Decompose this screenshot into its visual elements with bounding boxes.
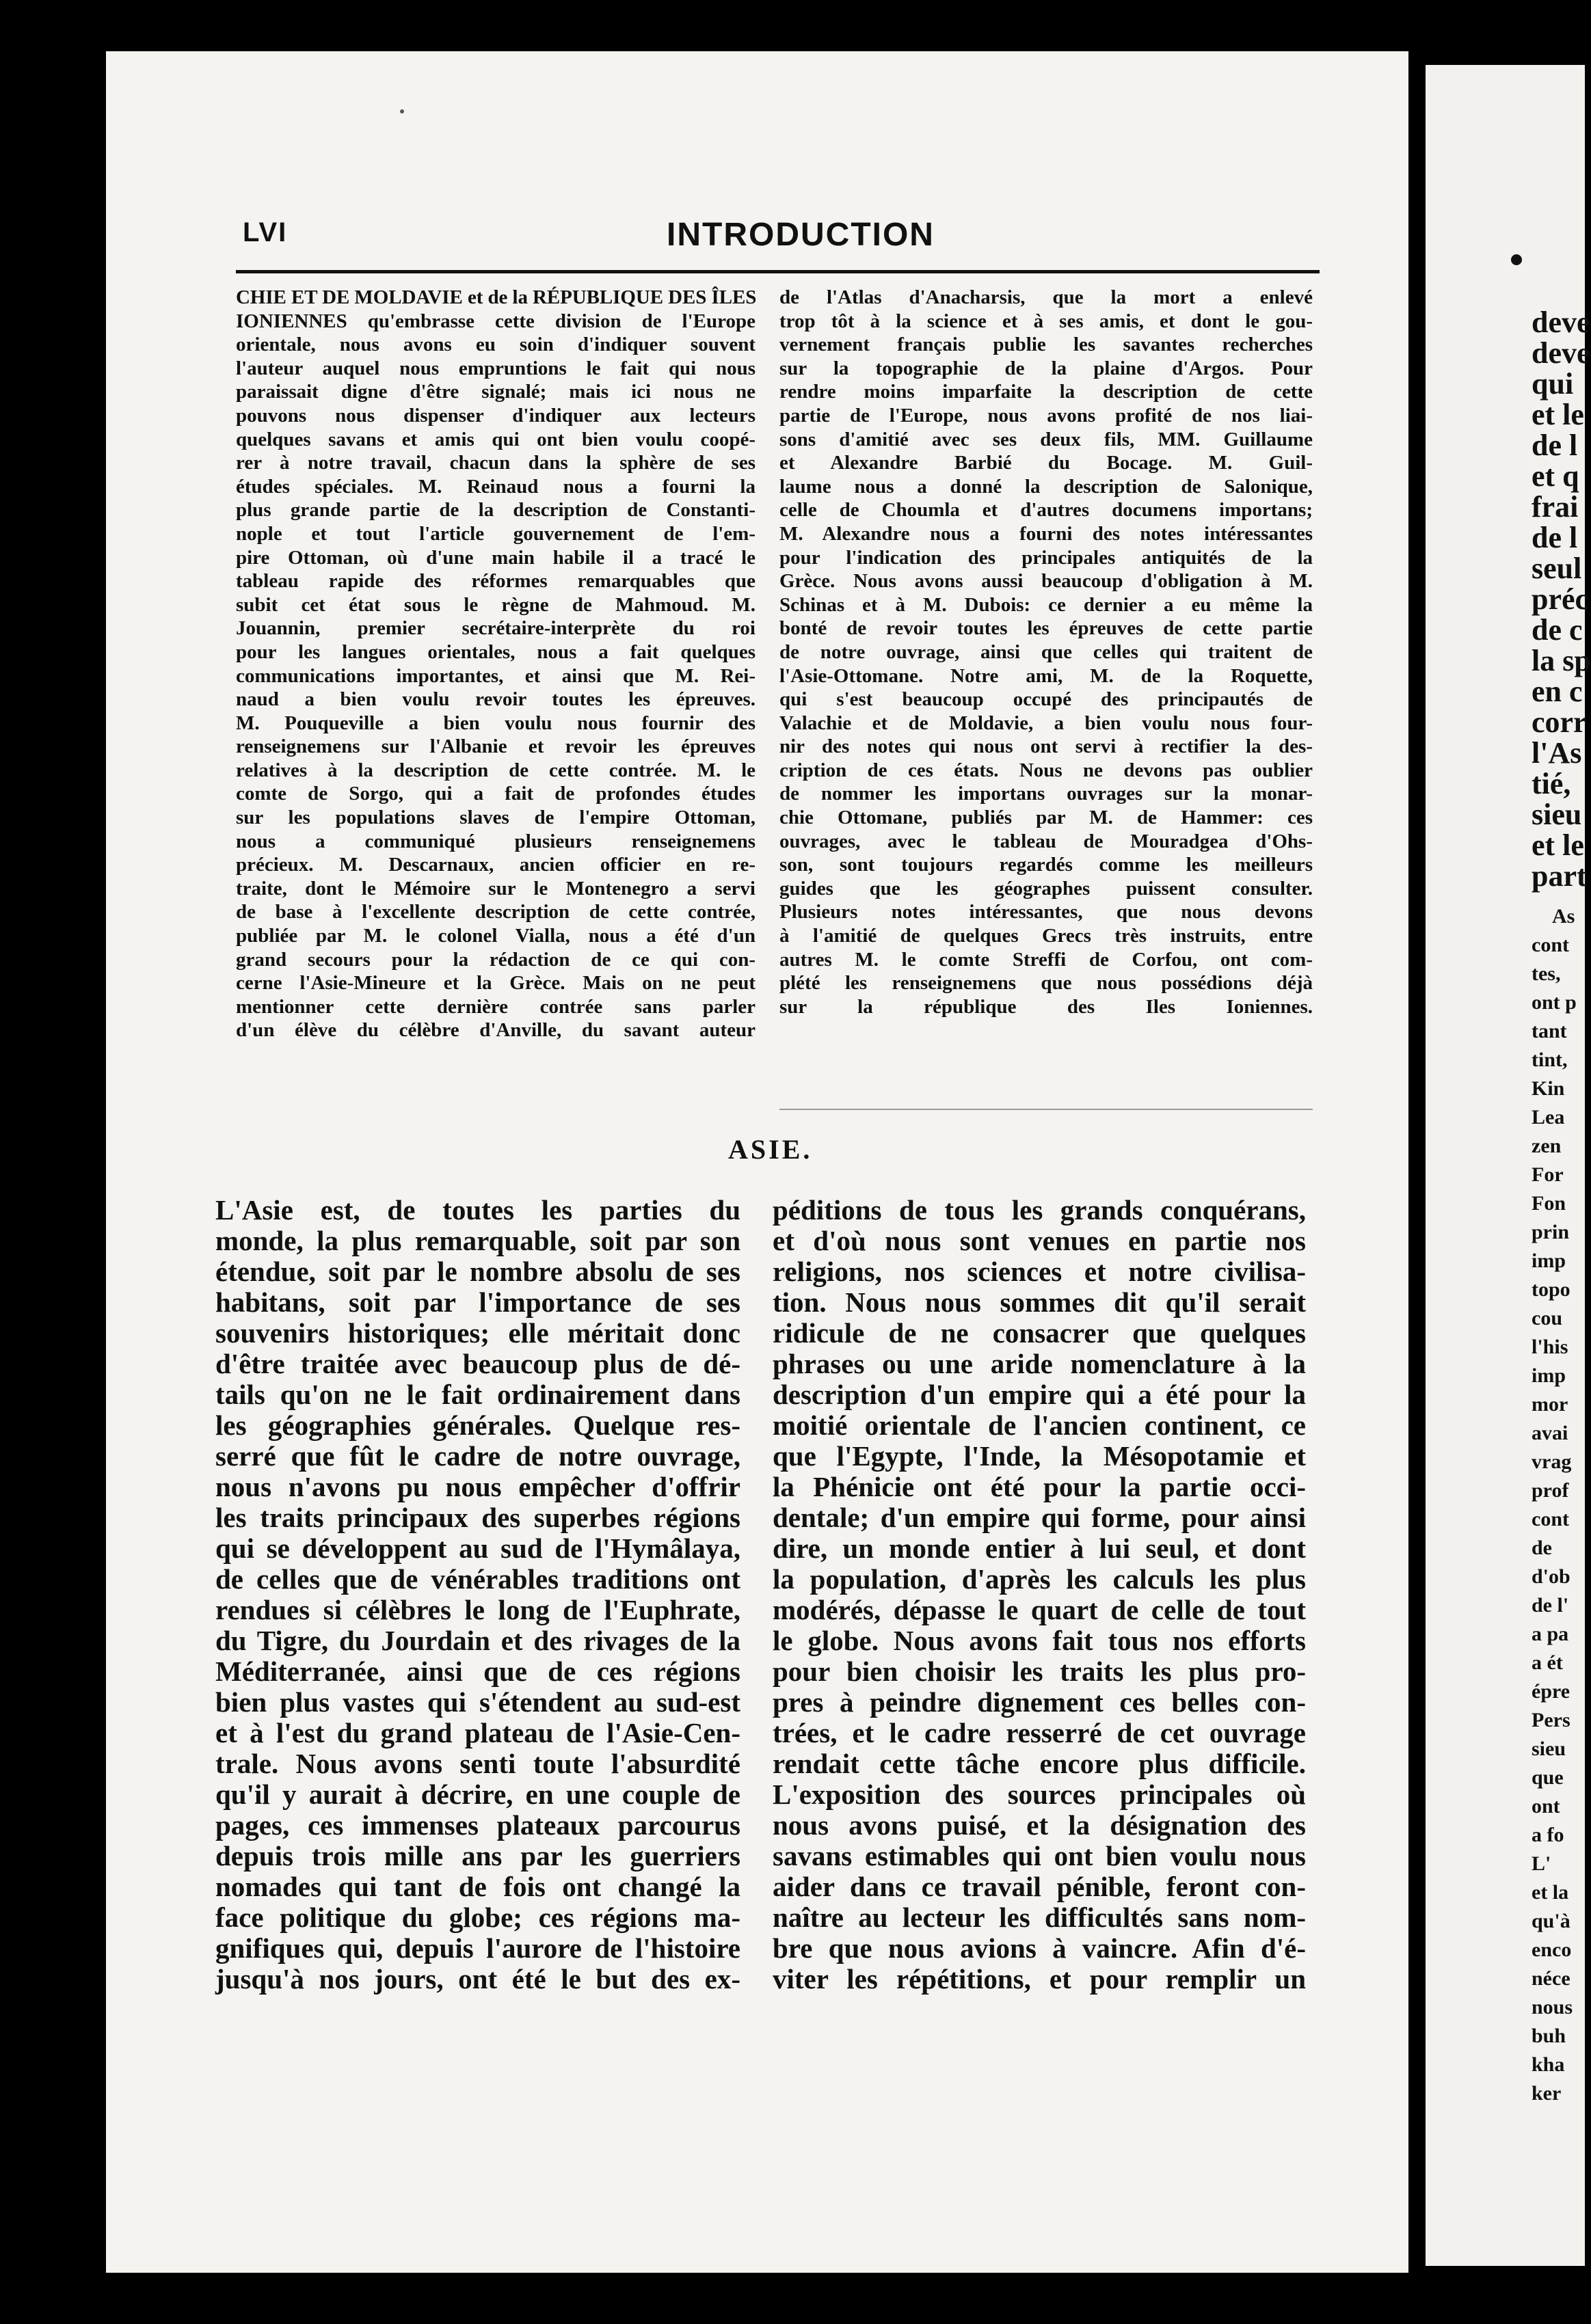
facing-page-fragment: préc bbox=[1532, 582, 1589, 616]
facing-page-fragment: de l bbox=[1532, 521, 1578, 554]
facing-page-fragment: cont bbox=[1532, 934, 1569, 956]
text-line: chie Ottomane, publiés par M. de Hammer: ces bbox=[779, 807, 1313, 829]
text-line: tails qu'on ne le fait ordinairement dans bbox=[215, 1379, 740, 1410]
facing-page-fragment: l'his bbox=[1532, 1336, 1568, 1358]
text-line: jusqu'à nos jours, ont été le but des ex- bbox=[215, 1963, 740, 1995]
text-line: sur la topographie de la plaine d'Argos. Pour bbox=[779, 357, 1313, 379]
text-line: tableau rapide des réformes remarquables que bbox=[236, 570, 756, 593]
text-line: nir des notes qui nous ont servi à rectifier la des- bbox=[779, 735, 1313, 758]
bottom-left-column bbox=[215, 1195, 740, 2015]
text-line: modérés, dépasse le quart de celle de tout bbox=[773, 1594, 1306, 1625]
text-line: sur les populations slaves de l'empire Ottoman, bbox=[236, 807, 756, 829]
text-line: et d'où nous sont venues en partie nos bbox=[773, 1225, 1306, 1256]
text-line: partie de l'Europe, nous avons profité de nos liai- bbox=[779, 404, 1313, 427]
facing-page-fragment: ont p bbox=[1532, 991, 1577, 1014]
text-line: description d'un empire qui a été pour la bbox=[773, 1379, 1306, 1410]
text-line: nous avons puisé, et la désignation des bbox=[773, 1809, 1306, 1841]
text-line: dentale; d'un empire qui forme, pour ainsi bbox=[773, 1502, 1306, 1533]
facing-page-fragment: et la bbox=[1532, 1881, 1569, 1904]
facing-page-fragment: L' bbox=[1532, 1852, 1551, 1875]
text-line: L'Asie est, de toutes les parties du bbox=[215, 1194, 740, 1226]
text-line: phrases ou une aride nomenclature à la bbox=[773, 1348, 1306, 1379]
text-line: CHIE ET DE MOLDAVIE et de la RÉPUBLIQUE DES ÎLES bbox=[236, 286, 757, 308]
text-line: nous a communiqué plusieurs renseignemens bbox=[236, 830, 756, 852]
text-line: depuis trois mille ans par les guerriers bbox=[215, 1840, 740, 1872]
page-speck bbox=[400, 109, 404, 113]
text-line: pour l'indication des principales antiquités de la bbox=[779, 546, 1313, 569]
text-line: la Phénicie ont été pour la partie occi- bbox=[773, 1471, 1306, 1502]
text-line: L'exposition des sources principales où bbox=[773, 1779, 1306, 1810]
facing-page-fragment: avai bbox=[1532, 1422, 1568, 1444]
text-line: ouvrages, avec le tableau de Mouradgea d'Ohs- bbox=[779, 830, 1313, 852]
text-line: dire, un monde entier à lui seul, et dont bbox=[773, 1532, 1306, 1564]
text-line: comte de Sorgo, qui a fait de profondes études bbox=[236, 783, 756, 805]
text-line: Grèce. Nous avons aussi beaucoup d'obligation à M. bbox=[779, 570, 1313, 593]
text-line: IONIENNES qu'embrasse cette division de l'Europe bbox=[236, 310, 756, 332]
text-line: souvenirs historiques; elle méritait donc bbox=[215, 1317, 740, 1349]
facing-page-fragment: de l' bbox=[1532, 1594, 1569, 1617]
facing-page-fragment: ont bbox=[1532, 1795, 1560, 1818]
facing-page-fragment: corr bbox=[1532, 705, 1587, 739]
facing-page-fragment: a ét bbox=[1532, 1651, 1563, 1674]
text-line: de celles que de vénérables traditions ont bbox=[215, 1563, 740, 1595]
text-line: orientale, nous avons eu soin d'indiquer souvent bbox=[236, 334, 756, 356]
facing-page-fragment: tant bbox=[1532, 1020, 1567, 1042]
text-line: les géographies générales. Quelque res- bbox=[215, 1409, 740, 1441]
facing-page-fragment: a fo bbox=[1532, 1824, 1564, 1846]
facing-page-fragment: tes, bbox=[1532, 962, 1561, 985]
facing-page-fragment: a pa bbox=[1532, 1623, 1569, 1645]
facing-page-fragment: que bbox=[1532, 1766, 1564, 1789]
text-line: mentionner cette dernière contrée sans parler bbox=[236, 995, 756, 1018]
text-line: savans estimables qui ont bien voulu nous bbox=[773, 1840, 1306, 1872]
text-line: naud a bien voulu revoir toutes les épreuves. bbox=[236, 688, 756, 711]
text-line: serré que fût le cadre de notre ouvrage, bbox=[215, 1440, 740, 1472]
facing-page-fragment: kha bbox=[1532, 2053, 1565, 2076]
facing-page-fragment: qui bbox=[1532, 367, 1574, 401]
text-line: bre que nous avions à vaincre. Afin d'é- bbox=[773, 1932, 1306, 1964]
text-line: le globe. Nous avons fait tous nos efforts bbox=[773, 1625, 1306, 1656]
text-line: la population, d'après les calculs les plus bbox=[773, 1563, 1306, 1595]
facing-page-fragment: et le bbox=[1532, 398, 1584, 431]
text-line: gnifiques qui, depuis l'aurore de l'histoire bbox=[215, 1932, 740, 1964]
text-line: Méditerranée, ainsi que de ces régions bbox=[215, 1656, 740, 1687]
text-line: de base à l'excellente description de cette contrée, bbox=[236, 901, 756, 923]
text-line: vernement français publie les savantes recherches bbox=[779, 334, 1313, 356]
text-line: autres M. le comte Streffi de Corfou, ont com- bbox=[779, 948, 1313, 971]
text-line: religions, nos sciences et notre civilisa- bbox=[773, 1256, 1306, 1287]
text-line: d'un élève du célèbre d'Anville, du savant auteur bbox=[236, 1019, 756, 1042]
text-line: guides que les géographes puissent consulter. bbox=[779, 877, 1313, 900]
text-line: relatives à la description de cette contrée. M. le bbox=[236, 759, 756, 781]
facing-page-fragment: buh bbox=[1532, 2025, 1566, 2047]
facing-page-fragment: tié, bbox=[1532, 767, 1571, 800]
text-line: laume nous a donné la description de Salonique, bbox=[779, 475, 1313, 498]
text-line: qu'il y aurait à décrire, en une couple de bbox=[215, 1779, 740, 1810]
facing-page-fragment: vrag bbox=[1532, 1450, 1572, 1473]
text-line: du Tigre, du Jourdain et des rivages de la bbox=[215, 1625, 740, 1656]
facing-page-fragment: imp bbox=[1532, 1364, 1566, 1387]
text-line: étendue, soit par le nombre absolu de ses bbox=[215, 1256, 740, 1287]
text-line: pouvons nous dispenser d'indiquer aux lecteurs bbox=[236, 404, 756, 427]
text-line: que l'Egypte, l'Inde, la Mésopotamie et bbox=[773, 1440, 1306, 1472]
facing-page-fragment: l'As bbox=[1532, 736, 1582, 770]
section-title: ASIE. bbox=[728, 1134, 813, 1165]
facing-page-fragment: Kin bbox=[1532, 1077, 1565, 1100]
facing-page-fragment: en c bbox=[1532, 675, 1583, 708]
facing-page-fragment: qu'à bbox=[1532, 1910, 1570, 1932]
facing-page-fragment: d'ob bbox=[1532, 1565, 1570, 1588]
header-rule bbox=[236, 270, 1320, 273]
facing-page-fragment: imp bbox=[1532, 1249, 1566, 1272]
text-line: Jouannin, premier secrétaire-interprète du roi bbox=[236, 617, 756, 640]
text-line: à l'amitié de quelques Grecs très instruits, entre bbox=[779, 925, 1313, 947]
facing-page-fragment: nous bbox=[1532, 1996, 1573, 2018]
text-line: et à l'est du grand plateau de l'Asie-Cen- bbox=[215, 1717, 740, 1748]
text-line: viter les répétitions, et pour remplir un bbox=[773, 1963, 1306, 1995]
text-line: face politique du globe; ces régions ma- bbox=[215, 1902, 740, 1933]
text-line: Plusieurs notes intéressantes, que nous devons bbox=[779, 901, 1313, 923]
text-line: celle de Choumla et d'autres documens importans; bbox=[779, 499, 1313, 522]
text-line: rendre moins imparfaite la description de cette bbox=[779, 381, 1313, 403]
facing-page-fragment: de bbox=[1532, 1537, 1552, 1559]
facing-page-fragment: de l bbox=[1532, 429, 1578, 462]
facing-page-fragment: deve bbox=[1532, 336, 1590, 370]
facing-page-fragment: et q bbox=[1532, 459, 1579, 493]
text-line: études spéciales. M. Reinaud nous a fourni la bbox=[236, 475, 756, 498]
text-line: son, sont toujours regardés comme les meilleurs bbox=[779, 854, 1313, 876]
text-line: habitans, soit par l'importance de ses bbox=[215, 1286, 740, 1318]
text-line: pour bien choisir les traits les plus pro- bbox=[773, 1656, 1306, 1687]
text-line: monde, la plus remarquable, soit par son bbox=[215, 1225, 740, 1256]
top-left-column bbox=[236, 286, 756, 1106]
facing-page-fragment: mor bbox=[1532, 1393, 1568, 1416]
facing-page-fragment: For bbox=[1532, 1163, 1564, 1186]
text-line: publiée par M. le colonel Vialla, nous a été d'un bbox=[236, 925, 756, 947]
facing-page-fragment: zen bbox=[1532, 1135, 1562, 1157]
text-line: naître au lecteur les difficultés sans nom- bbox=[773, 1902, 1306, 1933]
text-line: grand secours pour la rédaction de ce qui con- bbox=[236, 948, 756, 971]
bottom-right-column bbox=[773, 1195, 1306, 2015]
text-line: trop tôt à la science et à ses amis, et dont le gou- bbox=[779, 310, 1313, 332]
text-line: quelques savans et amis qui ont bien voulu coopé- bbox=[236, 428, 756, 450]
text-line: trées, et le cadre resserré de cet ouvrage bbox=[773, 1717, 1306, 1748]
text-line: d'être traitée avec beaucoup plus de dé- bbox=[215, 1348, 740, 1379]
facing-page-fragment: la sp bbox=[1532, 644, 1591, 677]
facing-page-fragment: sieu bbox=[1532, 1738, 1566, 1760]
section-divider-left bbox=[779, 1109, 1313, 1110]
text-line: pres à peindre dignement ces belles con- bbox=[773, 1686, 1306, 1718]
text-line: paraissait digne d'être signalé; mais ici nous ne bbox=[236, 381, 756, 403]
text-line: les traits principaux des superbes régions bbox=[215, 1502, 740, 1533]
facing-page-fragment: ker bbox=[1532, 2082, 1562, 2105]
text-line: renseignemens sur l'Albanie et revoir les épreuves bbox=[236, 735, 756, 758]
text-line: l'auteur auquel nous empruntions le fait qui nous bbox=[236, 357, 756, 379]
facing-page-fragment: cou bbox=[1532, 1307, 1562, 1329]
text-line: ridicule de ne consacrer que quelques bbox=[773, 1317, 1306, 1349]
text-line: et Alexandre Barbié du Bocage. M. Guil- bbox=[779, 452, 1313, 474]
text-line: cription de ces états. Nous ne devons pas oublier bbox=[779, 759, 1313, 781]
text-line: nomades qui tant de fois ont changé la bbox=[215, 1871, 740, 1902]
text-line: de nommer les importans ouvrages sur la monar- bbox=[779, 783, 1313, 805]
text-line: rendues si célèbres le long de l'Euphrate, bbox=[215, 1594, 740, 1625]
text-line: l'Asie-Ottomane. Notre ami, M. de la Roquette, bbox=[779, 664, 1313, 687]
facing-page-fragment: sieu bbox=[1532, 798, 1582, 831]
text-line: qui s'est beaucoup occupé des principautés de bbox=[779, 688, 1313, 711]
text-line: qui se développent au sud de l'Hymâlaya, bbox=[215, 1532, 740, 1564]
facing-page-fragment: topo bbox=[1532, 1278, 1570, 1301]
text-line: précieux. M. Descarnaux, ancien officier en re- bbox=[236, 854, 756, 876]
text-line: traite, dont le Mémoire sur le Montenegro a servi bbox=[236, 877, 756, 900]
facing-page-fragment: Pers bbox=[1532, 1709, 1570, 1731]
top-right-column bbox=[779, 286, 1313, 1106]
text-line: plus grande partie de la description de Constanti- bbox=[236, 499, 756, 522]
text-line: pages, ces immenses plateaux parcourus bbox=[215, 1809, 740, 1841]
facing-page-fragment: Fon bbox=[1532, 1192, 1566, 1215]
text-line: sur la république des Iles Ioniennes. bbox=[779, 995, 1313, 1018]
facing-page-fragment: prin bbox=[1532, 1221, 1570, 1243]
text-line: nous n'avons pu nous empêcher d'offrir bbox=[215, 1471, 740, 1502]
facing-page-fragment: part bbox=[1532, 859, 1587, 893]
text-line: rer à notre travail, chacun dans la sphère de ses bbox=[236, 452, 756, 474]
facing-page-fragment: et le bbox=[1532, 828, 1584, 862]
facing-page-fragment: néce bbox=[1532, 1967, 1570, 1990]
text-line: tion. Nous nous sommes dit qu'il serait bbox=[773, 1286, 1306, 1318]
text-line: bien plus vastes qui s'étendent au sud-est bbox=[215, 1686, 740, 1718]
page-number: LVI bbox=[243, 217, 288, 247]
text-line: péditions de tous les grands conquérans, bbox=[773, 1194, 1306, 1226]
text-line: nople et tout l'article gouvernement de l'em- bbox=[236, 522, 756, 545]
text-line: rendait cette tâche encore plus difficile. bbox=[773, 1748, 1306, 1779]
facing-page-fragment: prof bbox=[1532, 1479, 1569, 1502]
text-line: moitié orientale de l'ancien continent, ce bbox=[773, 1409, 1306, 1441]
facing-page-dot bbox=[1511, 254, 1522, 265]
running-title: INTRODUCTION bbox=[667, 217, 935, 253]
facing-page bbox=[1426, 65, 1591, 2266]
text-line: de l'Atlas d'Anacharsis, que la mort a enlevé bbox=[779, 286, 1313, 308]
text-line: plété les renseignemens que nous possédions déjà bbox=[779, 972, 1313, 995]
text-line: cerne l'Asie-Mineure et la Grèce. Mais on ne peut bbox=[236, 972, 756, 995]
facing-page-fragment: cont bbox=[1532, 1508, 1569, 1530]
facing-page-fragment: frai bbox=[1532, 490, 1579, 524]
text-line: trale. Nous avons senti toute l'absurdité bbox=[215, 1748, 740, 1779]
facing-page-fragment: enco bbox=[1532, 1938, 1572, 1961]
facing-page-fragment: de c bbox=[1532, 613, 1583, 647]
text-line: communications importantes, et ainsi que M. Rei- bbox=[236, 664, 756, 687]
text-line: pour les langues orientales, nous a fait quelques bbox=[236, 640, 756, 663]
text-line: bonté de revoir toutes les épreuves de cette partie bbox=[779, 617, 1313, 640]
facing-page-fragment: épre bbox=[1532, 1680, 1570, 1703]
facing-page-fragment: Lea bbox=[1532, 1106, 1565, 1129]
facing-page-fragment: seul bbox=[1532, 552, 1582, 585]
text-line: sons d'amitié avec ses deux fils, MM. Guillaume bbox=[779, 428, 1313, 450]
text-line: pire Ottoman, où d'une main habile il a tracé le bbox=[236, 546, 756, 569]
text-line: Valachie et de Moldavie, a bien voulu nous four- bbox=[779, 712, 1313, 734]
text-line: de notre ouvrage, ainsi que celles qui traitent de bbox=[779, 640, 1313, 663]
text-line: Schinas et à M. Dubois: ce dernier a eu même la bbox=[779, 593, 1313, 616]
facing-page-fragment: tint, bbox=[1532, 1049, 1568, 1071]
text-line: aider dans ce travail pénible, feront con- bbox=[773, 1871, 1306, 1902]
facing-page-fragment: deve bbox=[1532, 306, 1590, 339]
text-line: M. Pouqueville a bien voulu nous fournir des bbox=[236, 712, 756, 734]
text-line: subit cet état sous le règne de Mahmoud. M. bbox=[236, 593, 756, 616]
text-line: M. Alexandre nous a fourni des notes intéressantes bbox=[779, 522, 1313, 545]
facing-page-fragment: As bbox=[1552, 905, 1575, 928]
